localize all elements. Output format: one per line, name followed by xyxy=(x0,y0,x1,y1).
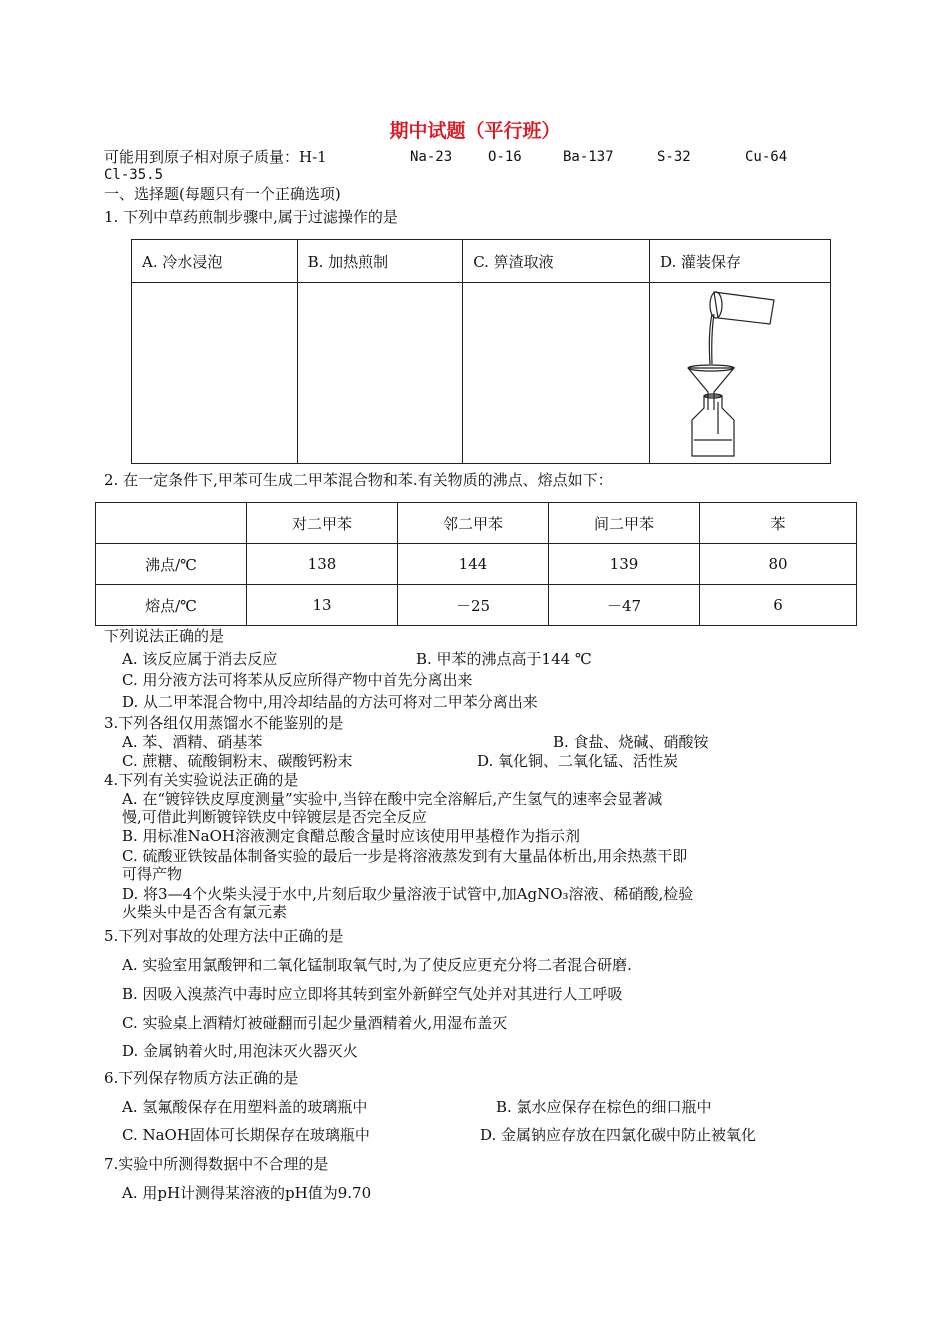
q2-option-b: B. 甲苯的沸点高于144 ℃ xyxy=(416,650,592,668)
q2-cell: －47 xyxy=(549,585,700,626)
q5-option-a: A. 实验室用氯酸钾和二氧化锰制取氧气时,为了使反应更充分将二者混合研磨. xyxy=(122,956,632,974)
q2-cell: 6 xyxy=(700,585,857,626)
q2-option-d: D. 从二甲苯混合物中,用冷却结晶的方法可将对二甲苯分离出来 xyxy=(122,693,538,711)
q2-stem: 2. 在一定条件下,甲苯可生成二甲苯混合物和苯.有关物质的沸点、熔点如下： xyxy=(104,471,613,489)
q1-option-d: D. 灌装保存 xyxy=(650,240,831,283)
atomic-mass-cu: Cu-64 xyxy=(745,149,788,165)
q1-image-a xyxy=(132,283,298,464)
q6-option-c: C. NaOH固体可长期保存在玻璃瓶中 xyxy=(122,1126,370,1144)
table-row xyxy=(96,585,857,626)
q5-option-c: C. 实验桌上酒精灯被碰翻而引起少量酒精着火,用湿布盖灭 xyxy=(122,1014,508,1032)
q2-header-empty xyxy=(96,503,247,544)
q6-option-d: D. 金属钠应存放在四氯化碳中防止被氧化 xyxy=(480,1126,757,1144)
q1-image-d xyxy=(650,283,831,464)
q2-cell: 139 xyxy=(549,544,700,585)
atomic-mass-o: O-16 xyxy=(488,149,522,165)
q3-option-b: B. 食盐、烧碱、硝酸铵 xyxy=(553,733,709,751)
q2-cell: －25 xyxy=(398,585,549,626)
q3-option-c: C. 蔗糖、硫酸铜粉末、碳酸钙粉末 xyxy=(122,752,353,770)
section-heading: 一、选择题(每题只有一个正确选项) xyxy=(104,185,341,203)
q3-stem: 3.下列各组仅用蒸馏水不能鉴别的是 xyxy=(104,714,344,732)
q5-option-d: D. 金属钠着火时,用泡沫灭火器灭火 xyxy=(122,1042,358,1060)
q4-option-a-line2: 慢,可借此判断镀锌铁皮中锌镀层是否完全反应 xyxy=(122,808,427,826)
q7-stem: 7.实验中所测得数据中不合理的是 xyxy=(104,1155,329,1173)
q4-option-c-line2: 可得产物 xyxy=(122,865,183,883)
q4-option-d-line2: 火柴头中是否含有氯元素 xyxy=(122,903,288,921)
q2-header-row xyxy=(96,503,857,544)
q2-option-c: C. 用分液方法可将苯从反应所得产物中首先分离出来 xyxy=(122,671,473,689)
q2-header-benzene: 苯 xyxy=(700,503,857,544)
q4-stem: 4.下列有关实验说法正确的是 xyxy=(104,771,299,789)
atomic-mass-na: Na-23 xyxy=(410,149,453,165)
q2-cell: 138 xyxy=(247,544,398,585)
q2-header-m-xylene: 间二甲苯 xyxy=(549,503,700,544)
q1-option-b: B. 加热煎制 xyxy=(297,240,463,283)
q2-option-a: A. 该反应属于消去反应 xyxy=(122,650,278,668)
q4-option-d-line1: D. 将3—4个火柴头浸于水中,片刻后取少量溶液于试管中,加AgNO₃溶液、稀硝酸,检验 xyxy=(122,885,694,903)
q2-cell: 144 xyxy=(398,544,549,585)
q2-data-table xyxy=(95,502,857,626)
q2-cell: 80 xyxy=(700,544,857,585)
q6-stem: 6.下列保存物质方法正确的是 xyxy=(104,1069,299,1087)
atomic-mass-label: 可能用到原子相对原子质量：H-1 xyxy=(104,148,327,166)
q1-stem: 1. 下列中草药煎制步骤中,属于过滤操作的是 xyxy=(104,208,398,226)
q3-option-a: A. 苯、酒精、硝基苯 xyxy=(122,733,263,751)
pour-into-funnel-bottle-icon xyxy=(670,284,830,462)
q2-header-o-xylene: 邻二甲苯 xyxy=(398,503,549,544)
q1-option-c: C. 箅渣取液 xyxy=(463,240,650,283)
q2-row-label: 沸点/℃ xyxy=(96,544,247,585)
atomic-mass-s: S-32 xyxy=(657,149,691,165)
table-row xyxy=(96,544,857,585)
page-title: 期中试题（平行班） xyxy=(389,120,561,142)
q3-option-d: D. 氧化铜、二氧化锰、活性炭 xyxy=(477,752,679,770)
q2-prompt: 下列说法正确的是 xyxy=(104,627,225,645)
q4-option-b: B. 用标准NaOH溶液测定食醋总酸含量时应该使用甲基橙作为指示剂 xyxy=(122,827,581,845)
q1-option-a: A. 冷水浸泡 xyxy=(132,240,298,283)
q6-option-a: A. 氢氟酸保存在用塑料盖的玻璃瓶中 xyxy=(122,1098,368,1116)
q1-image-c xyxy=(463,283,650,464)
q1-options-table xyxy=(131,239,831,464)
q4-option-c-line1: C. 硫酸亚铁铵晶体制备实验的最后一步是将溶液蒸发到有大量晶体析出,用余热蒸干即 xyxy=(122,847,688,865)
q2-header-p-xylene: 对二甲苯 xyxy=(247,503,398,544)
q2-row-label: 熔点/℃ xyxy=(96,585,247,626)
q7-option-a: A. 用pH计测得某溶液的pH值为9.70 xyxy=(122,1184,372,1202)
q5-stem: 5.下列对事故的处理方法中正确的是 xyxy=(104,927,344,945)
atomic-mass-cl: Cl-35.5 xyxy=(104,167,164,183)
q6-option-b: B. 氯水应保存在棕色的细口瓶中 xyxy=(496,1098,712,1116)
q2-cell: 13 xyxy=(247,585,398,626)
q5-option-b: B. 因吸入溴蒸汽中毒时应立即将其转到室外新鲜空气处并对其进行人工呼吸 xyxy=(122,985,623,1003)
atomic-mass-ba: Ba-137 xyxy=(563,149,614,165)
q1-image-b xyxy=(297,283,463,464)
q4-option-a-line1: A. 在“镀锌铁皮厚度测量”实验中,当锌在酸中完全溶解后,产生氢气的速率会显著减 xyxy=(122,790,663,808)
